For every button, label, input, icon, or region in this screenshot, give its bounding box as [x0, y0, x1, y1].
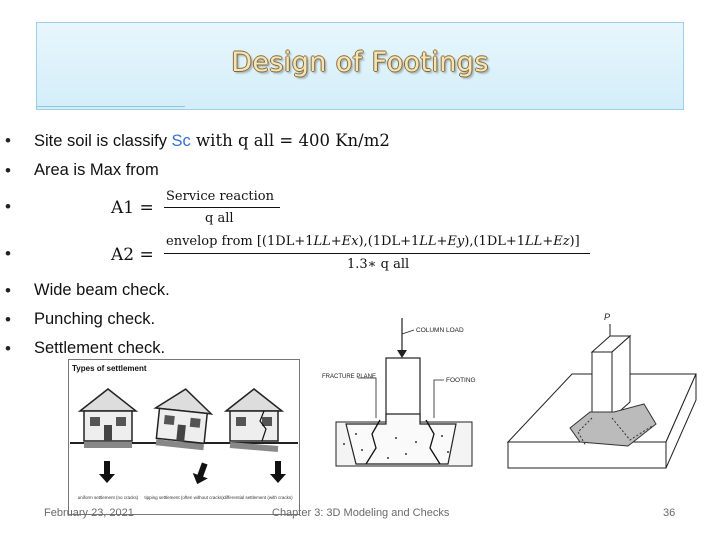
a2-numerator — [166, 234, 580, 249]
bullet-dot: • — [5, 197, 11, 216]
fracture-plane-label: FRACTURE PLANE — [322, 374, 377, 380]
footer-date: February 23, 2021 — [44, 507, 134, 519]
settlement-types-figure — [68, 359, 300, 515]
bullet-wide-beam: Wide beam check. — [34, 281, 170, 299]
footing-fracture-figure — [316, 314, 492, 482]
site-soil-text: Site soil is classify — [34, 132, 172, 150]
column-load-label: COLUMN LOAD — [416, 327, 464, 334]
bullet-dot: • — [5, 244, 11, 263]
a2-num-pre: envelop from [(1DL+1 — [166, 234, 314, 249]
soil-class-sc: Sc — [171, 132, 191, 150]
title-underline — [37, 106, 185, 107]
load-label-p: P — [604, 312, 611, 322]
a2-ll3: LL+Ez — [525, 234, 570, 249]
slide-title: Design of Footings — [231, 47, 489, 78]
caption-tipping: tipping settlement (often without cracks) — [144, 495, 224, 500]
column-front — [592, 352, 612, 418]
caption-differential: differential settlement (with cracks) — [223, 495, 293, 500]
punching-shear-figure — [506, 306, 698, 472]
caption-uniform: uniform settlement (no cracks) — [77, 495, 139, 500]
settlement-heading: Types of settlement — [72, 364, 147, 373]
q-all-text: with q all = 400 Kn/m2 — [190, 131, 390, 150]
bullet-site-soil — [34, 131, 390, 151]
column-shape — [386, 358, 420, 422]
a1-fraction-bar — [164, 207, 280, 208]
a2-mid1: ),(1DL+1 — [358, 234, 420, 249]
slab-front — [508, 442, 666, 468]
footer-page-number: 36 — [663, 507, 676, 519]
bullet-dot: • — [5, 281, 11, 300]
a2-mid2: ),(1DL+1 — [464, 234, 526, 249]
a2-num-post: )] — [569, 234, 580, 249]
a2-ll1: LL+Ex — [313, 234, 359, 249]
bullet-punching: Punching check. — [34, 310, 156, 328]
a1-lhs: A1 = — [111, 198, 154, 218]
a2-lhs: A2 = — [111, 245, 154, 265]
a1-numerator: Service reaction — [166, 189, 274, 204]
bullet-dot: • — [5, 131, 11, 150]
a1-denominator: q all — [205, 211, 234, 226]
bullet-dot: • — [5, 161, 11, 180]
bullet-dot: • — [5, 310, 11, 329]
bullet-dot: • — [5, 339, 11, 358]
a2-denominator: 1.3∗ q all — [347, 257, 410, 272]
a2-ll2: LL+Ey — [419, 234, 465, 249]
bullet-area-max: Area is Max from — [34, 161, 159, 179]
bullet-settlement: Settlement check. — [34, 339, 166, 357]
footer-chapter: Chapter 3: 3D Modeling and Checks — [272, 507, 450, 519]
footing-label: FOOTING — [446, 377, 476, 384]
a2-fraction-bar — [164, 253, 590, 254]
